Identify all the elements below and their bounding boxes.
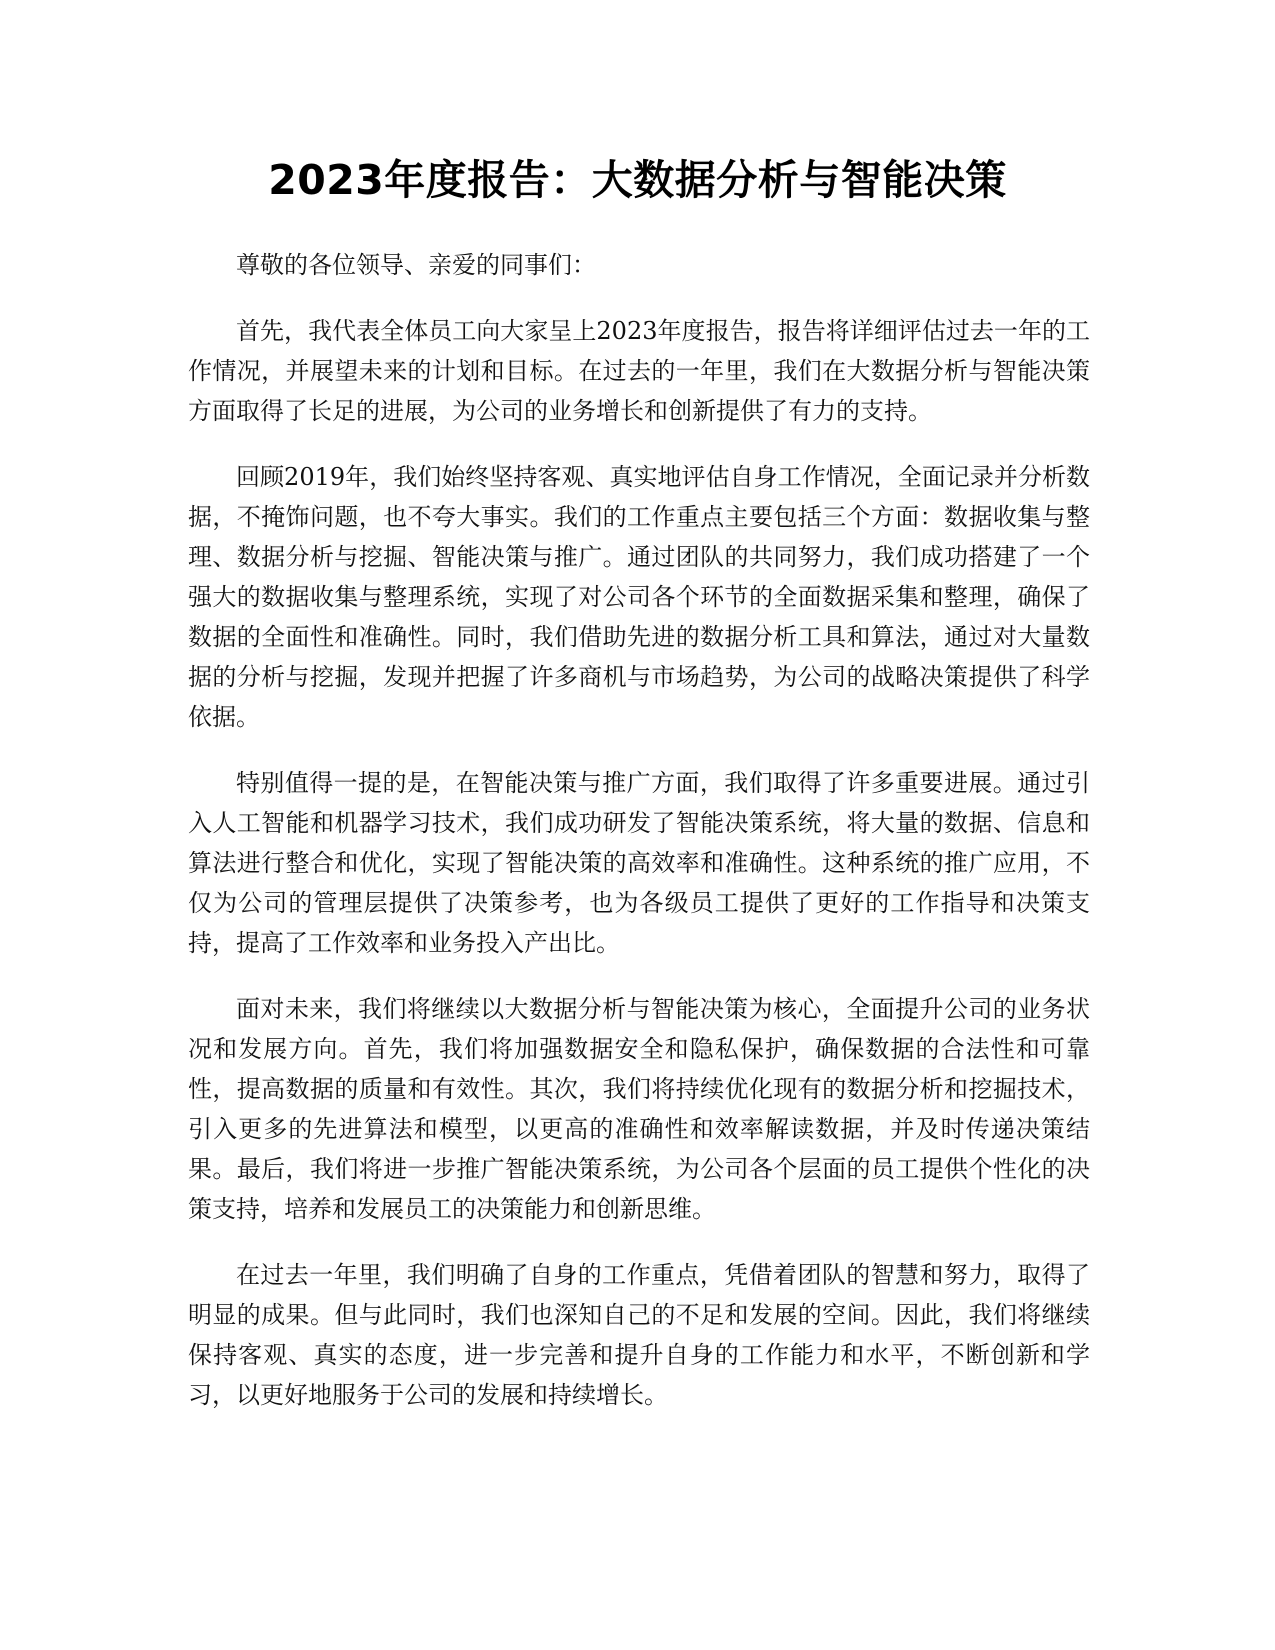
paragraph-conclusion: 在过去一年里，我们明确了自身的工作重点，凭借着团队的智慧和努力，取得了明显的成果。但与此同时，我们也深知自己的不足和发展的空间。因此，我们将继续保持客观、真实的态度，进一步完善和提升自身的工作能力和水平，不断创新和学习，以更好地服务于公司的发展和持续增长。 (188, 1261, 1090, 1409)
paragraph-review: 回顾2019年，我们始终坚持客观、真实地评估自身工作情况，全面记录并分析数据，不掩饰问题，也不夸大事实。我们的工作重点主要包括三个方面：数据收集与整理、数据分析与挖掘、智能决策与推广。通过团队的共同努力，我们成功搭建了一个强大的数据收集与整理系统，实现了对公司各个环节的全面数据采集和整理，确保了数据的全面性和准确性。同时，我们借助先进的数据分析工具和算法，通过对大量数据的分析与挖掘，发现并把握了许多商机与市场趋势，为公司的战略决策提供了科学依据。 (188, 463, 1090, 731)
document-body (188, 245, 1090, 1441)
paragraph-future: 面对未来，我们将继续以大数据分析与智能决策为核心，全面提升公司的业务状况和发展方向。首先，我们将加强数据安全和隐私保护，确保数据的合法性和可靠性，提高数据的质量和有效性。其次，我们将持续优化现有的数据分析和挖掘技术，引入更多的先进算法和模型，以更高的准确性和效率解读数据，并及时传递决策结果。最后，我们将进一步推广智能决策系统，为公司各个层面的员工提供个性化的决策支持，培养和发展员工的决策能力和创新思维。 (188, 995, 1090, 1223)
document-title: 2023年度报告：大数据分析与智能决策 (268, 156, 1007, 204)
salutation: 尊敬的各位领导、亲爱的同事们： (236, 251, 596, 279)
paragraph-smart-decision: 特别值得一提的是，在智能决策与推广方面，我们取得了许多重要进展。通过引入人工智能和机器学习技术，我们成功研发了智能决策系统，将大量的数据、信息和算法进行整合和优化，实现了智能决策的高效率和准确性。这种系统的推广应用，不仅为公司的管理层提供了决策参考，也为各级员工提供了更好的工作指导和决策支持，提高了工作效率和业务投入产出比。 (188, 769, 1090, 957)
paragraph-intro: 首先，我代表全体员工向大家呈上2023年度报告，报告将详细评估过去一年的工作情况，并展望未来的计划和目标。在过去的一年里，我们在大数据分析与智能决策方面取得了长足的进展，为公司的业务增长和创新提供了有力的支持。 (188, 317, 1090, 425)
